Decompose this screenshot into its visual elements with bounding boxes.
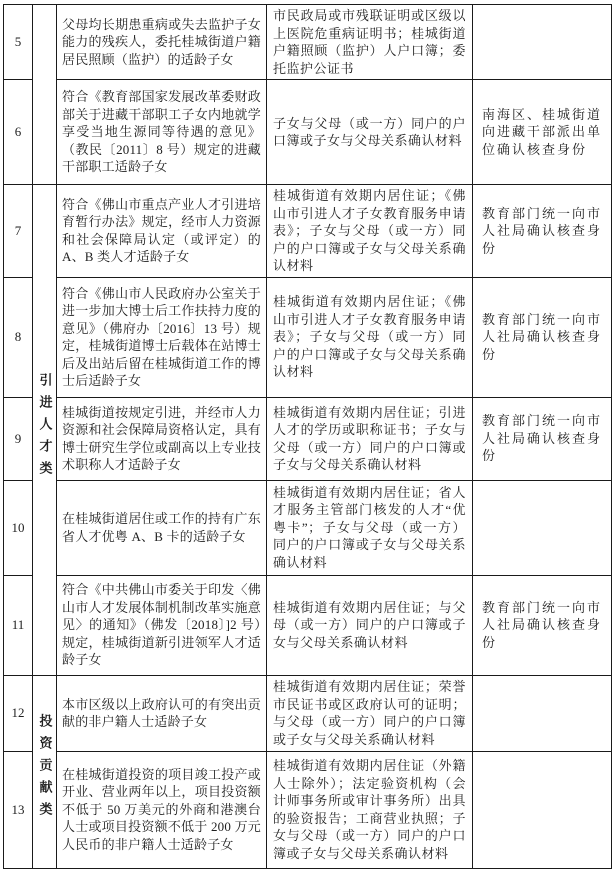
criteria-cell: 在桂城街道居住或工作的持有广东省人才优粤 A、B 卡的适龄子女 <box>57 480 267 575</box>
category-cell-continued <box>33 5 57 185</box>
row-number-cell: 13 <box>4 751 33 868</box>
row-number-cell: 11 <box>4 575 33 675</box>
row-number-cell: 7 <box>4 185 33 278</box>
table-row <box>4 480 612 575</box>
materials-cell: 桂城街道有效期内居住证；省人才服务主管部门核发的人才“优粤卡”；子女与父母（或一方）同户的户口簿或子女与父母关系确认材料 <box>267 480 473 575</box>
row-number-cell: 8 <box>4 277 33 397</box>
materials-cell: 桂城街道有效期内居住证（外籍人士除外）；法定验资机构（会计师事务所或审计事务所）出具的验资报告；工商营业执照；子女与父母（或一方）同户的户口簿或子女与父母关系确认材料 <box>267 751 473 868</box>
category-cell-talent <box>33 185 57 676</box>
table-row <box>4 751 612 868</box>
table-row <box>4 397 612 480</box>
criteria-cell: 桂城街道按规定引进，并经市人力资源和社会保障局资格认定，具有博士研究生学位或副高以上专业技术职称人才适龄子女 <box>57 397 267 480</box>
table-row <box>4 80 612 185</box>
criteria-cell: 符合《中共佛山市委关于印发〈佛山市人才发展体制机制改革实施意见〉的通知》（佛发〔2018〕]2 号）规定，桂城街道新引进领军人才适龄子女 <box>57 575 267 675</box>
materials-cell: 桂城街道有效期内居住证；荣誉市民证书或区政府认可的证明；与父母（或一方）同户的户口簿或子女与父母关系确认材料 <box>267 675 473 751</box>
enrollment-policy-table <box>3 4 612 869</box>
table-row <box>4 5 612 80</box>
category-label: 投资贡献类 <box>37 714 53 825</box>
materials-cell: 桂城街道有效期内居住证；与父母（或一方）同户的户口簿或子女与父母关系确认材料 <box>267 575 473 675</box>
row-number-cell: 5 <box>4 5 33 80</box>
row-number-cell: 6 <box>4 80 33 185</box>
table-row <box>4 185 612 278</box>
verification-cell: 教育部门统一向市人社局确认核查身份 <box>473 575 612 675</box>
table-row <box>4 277 612 397</box>
criteria-cell: 本市区级以上政府认可的有突出贡献的非户籍人士适龄子女 <box>57 675 267 751</box>
table-row <box>4 675 612 751</box>
verification-cell <box>473 480 612 575</box>
row-number-cell: 10 <box>4 480 33 575</box>
verification-cell <box>473 751 612 868</box>
criteria-cell: 父母均长期患重病或失去监护子女能力的残疾人，委托桂城街道户籍居民照顾（监护）的适龄子女 <box>57 5 267 80</box>
category-cell-investment <box>33 675 57 868</box>
verification-cell <box>473 5 612 80</box>
materials-cell: 子女与父母（或一方）同户的户口簿或子女与父母关系确认材料 <box>267 80 473 185</box>
materials-cell: 市民政局或市残联证明或区级以上医院危重病证明书；桂城街道户籍照顾（监护）人户口簿；委托监护公证书 <box>267 5 473 80</box>
criteria-cell: 符合《教育部国家发展改革委财政部关于进藏干部职工子女内地就学享受当地生源同等待遇的意见》（教民〔2011〕8 号）规定的进藏干部职工适龄子女 <box>57 80 267 185</box>
materials-cell: 桂城街道有效期内居住证；引进人才的学历或职称证书；子女与父母（或一方）同户的户口簿或子女与父母关系确认材料 <box>267 397 473 480</box>
verification-cell <box>473 675 612 751</box>
criteria-cell: 符合《佛山市重点产业人才引进培育暂行办法》规定，经市人力资源和社会保障局认定（或评定）的 A、B 类人才适龄子女 <box>57 185 267 278</box>
verification-cell: 南海区、桂城街道向进藏干部派出单位确认核查身份 <box>473 80 612 185</box>
verification-cell: 教育部门统一向市人社局确认核查身份 <box>473 397 612 480</box>
row-number-cell: 12 <box>4 675 33 751</box>
row-number-cell: 9 <box>4 397 33 480</box>
materials-cell: 桂城街道有效期内居住证；《佛山市引进人才子女教育服务申请表》；子女与父母（或一方）同户的户口簿或子女与父母关系确认材料 <box>267 277 473 397</box>
materials-cell: 桂城街道有效期内居住证；《佛山市引进人才子女教育服务申请表》；子女与父母（或一方）同户的户口簿或子女与父母关系确认材料 <box>267 185 473 278</box>
table-row <box>4 575 612 675</box>
criteria-cell: 符合《佛山市人民政府办公室关于进一步加大博士后工作扶持力度的意见》（佛府办〔2016〕13 号）规定，桂城街道博士后载体在站博士后及出站后留在桂城街道工作的博士后适龄子女 <box>57 277 267 397</box>
verification-cell: 教育部门统一向市人社局确认核查身份 <box>473 185 612 278</box>
verification-cell: 教育部门统一向市人社局确认核查身份 <box>473 277 612 397</box>
criteria-cell: 在桂城街道投资的项目竣工投产或开业、营业两年以上，项目投资额不低于 50 万美元的外商和港澳台人士或项目投资额不低于 200 万元人民币的非户籍人士适龄子女 <box>57 751 267 868</box>
category-label: 引进人才类 <box>37 372 53 483</box>
